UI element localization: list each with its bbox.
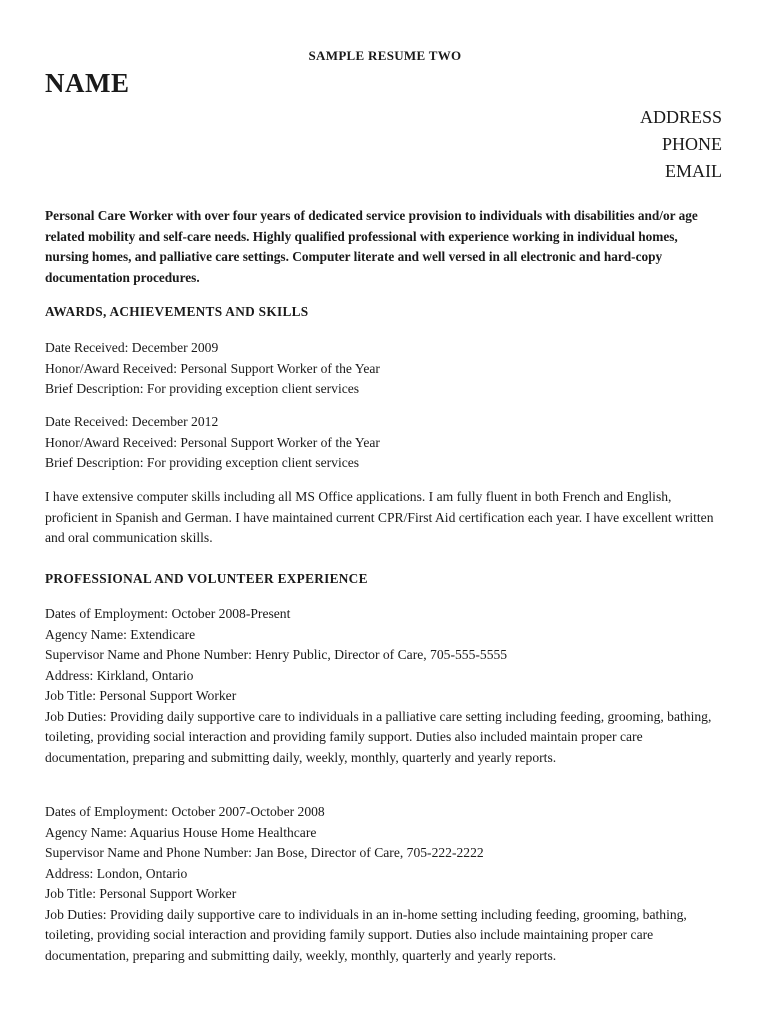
award-honor: Honor/Award Received: Personal Support Worker of the Year	[45, 360, 380, 376]
job-agency: Agency Name: Aquarius House Home Healthcare	[45, 824, 317, 840]
award-entry	[45, 338, 725, 400]
award-description: Brief Description: For providing exception client services	[45, 381, 360, 396]
job-dates: Dates of Employment: October 2007-October 2008	[45, 804, 325, 819]
contact-block	[640, 104, 722, 185]
summary-paragraph: Personal Care Worker with over four years of dedicated service provision to individuals with disabilities and/or age related mobility and self-care needs. Highly qualified professional with experience working in individual homes, nursing homes, and palliative care settings. Computer literate and well versed in all electronic and hard-copy documentation procedures.	[45, 208, 698, 285]
award-honor: Honor/Award Received: Personal Support Worker of the Year	[45, 434, 380, 450]
award-description: Brief Description: For providing exception client services	[45, 455, 360, 470]
award-date: Date Received: December 2009	[45, 340, 219, 355]
job-duties: Job Duties: Providing daily supportive care to individuals in a palliative care setting including feeding, grooming, bathing, toileting, providing social interaction and providing family support. Duties also included maintain proper care documentation, preparing and submitting daily, weekly, monthly, quarterly and yearly reports.	[45, 708, 712, 765]
awards-heading: AWARDS, ACHIEVEMENTS AND SKILLS	[45, 304, 309, 319]
job-duties: Job Duties: Providing daily supportive care to individuals in an in-home setting including feeding, grooming, bathing, toileting, providing social interaction and providing family support. Duties also include maintaining proper care documentation, preparing and submitting daily, weekly, monthly, quarterly and yearly reports.	[45, 906, 687, 963]
job-address: Address: Kirkland, Ontario	[45, 667, 194, 683]
skills-paragraph: I have extensive computer skills including all MS Office applications. I am fully fluent in both French and English, proficient in Spanish and German. I have maintained current CPR/First Aid certification each year. I have excellent written and oral communication skills.	[45, 489, 714, 545]
job-dates: Dates of Employment: October 2008-Present	[45, 606, 291, 621]
job-supervisor: Supervisor Name and Phone Number: Henry Public, Director of Care, 705-555-5555	[45, 647, 508, 662]
job-agency: Agency Name: Extendicare	[45, 626, 196, 642]
job-address: Address: London, Ontario	[45, 865, 188, 881]
job-supervisor: Supervisor Name and Phone Number: Jan Bose, Director of Care, 705-222-2222	[45, 845, 484, 860]
contact-address: ADDRESS	[639, 107, 722, 127]
job-title: Job Title: Personal Support Worker	[45, 886, 237, 901]
contact-phone: PHONE	[661, 134, 722, 154]
contact-email: EMAIL	[665, 161, 722, 181]
applicant-name: NAME	[45, 68, 130, 98]
award-date: Date Received: December 2012	[45, 414, 219, 429]
job-entry	[45, 802, 725, 966]
document-label: SAMPLE RESUME TWO	[308, 48, 462, 63]
job-entry	[45, 604, 725, 768]
job-title: Job Title: Personal Support Worker	[45, 688, 237, 703]
experience-heading: PROFESSIONAL AND VOLUNTEER EXPERIENCE	[45, 571, 368, 586]
award-entry	[45, 412, 725, 474]
resume-page	[45, 0, 725, 1024]
